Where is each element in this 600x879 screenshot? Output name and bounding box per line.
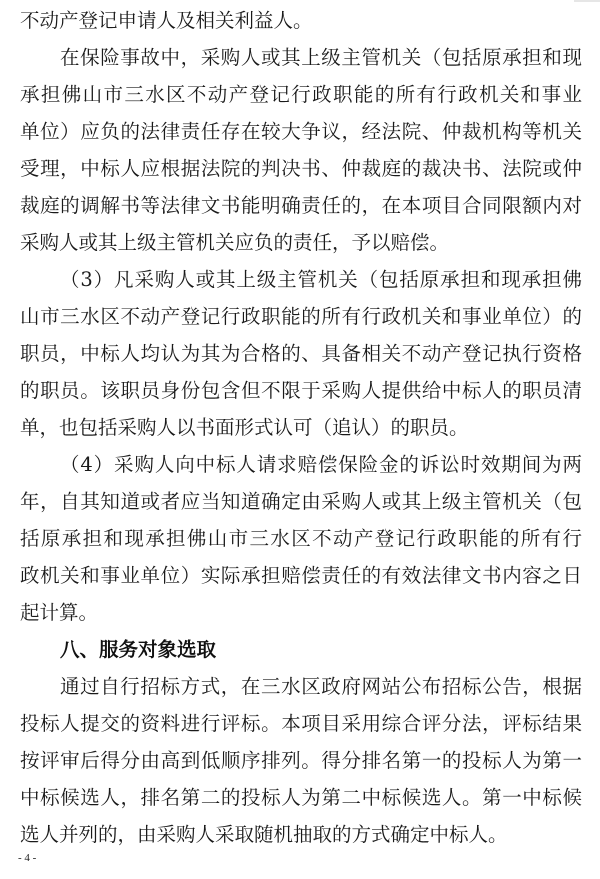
paragraph-item-3-line: 山市三水区不动产登记行政职能的所有行政机关和事业单位）的 xyxy=(20,305,582,328)
paragraph-item-3-line: （3）凡采购人或其上级主管机关（包括原承担和现承担佛 xyxy=(60,268,582,291)
section-paragraph-line: 选人并列的，由采购人采取随机抽取的方式确定中标人。 xyxy=(20,823,508,846)
section-paragraph-line: 按评审后得分由高到低顺序排列。得分排名第一的投标人为第一 xyxy=(20,749,582,772)
paragraph-liability-line: 受理，中标人应根据法院的判决书、仲裁庭的裁决书、法院或仲 xyxy=(20,157,582,180)
paragraph-item-4-line: 年，自其知道或者应当知道确定由采购人或其上级主管机关（包 xyxy=(20,490,582,513)
paragraph-liability-line: 承担佛山市三水区不动产登记行政职能的所有行政机关和事业 xyxy=(20,83,582,106)
paragraph-item-4-line: 政机关和事业单位）实际承担赔偿责任的有效法律文书内容之日 xyxy=(20,564,582,587)
paragraph-liability-line: 采购人或其上级主管机关应负的责任，予以赔偿。 xyxy=(20,231,450,254)
paragraph-item-4-line: 起计算。 xyxy=(20,601,99,624)
paragraph-item-4-line: （4）采购人向中标人请求赔偿保险金的诉讼时效期间为两 xyxy=(60,453,582,476)
paragraph-item-3-line: 的职员。该职员身份包含但不限于采购人提供给中标人的职员清 xyxy=(20,379,582,402)
document-page xyxy=(20,2,582,853)
paragraph-item-4-line: 括原承担和现承担佛山市三水区不动产登记行政职能的所有行 xyxy=(20,527,582,550)
paragraph-continuation-line: 不动产登记申请人及相关利益人。 xyxy=(20,9,313,32)
section-paragraph-line: 投标人提交的资料进行评标。本项目采用综合评分法，评标结果 xyxy=(20,712,582,735)
paragraph-item-3-line: 职员，中标人均认为其为合格的、具备相关不动产登记执行资格 xyxy=(20,342,582,365)
paragraph-liability-line: 裁庭的调解书等法律文书能明确责任的，在本项目合同限额内对 xyxy=(20,194,582,217)
page-number: - 4 - xyxy=(18,852,37,864)
paragraph-liability-line: 在保险事故中，采购人或其上级主管机关（包括原承担和现 xyxy=(60,46,582,69)
section-paragraph-line: 通过自行招标方式，在三水区政府网站公布招标公告，根据 xyxy=(60,675,582,698)
section-paragraph-line: 中标候选人，排名第二的投标人为第二中标候选人。第一中标候 xyxy=(20,786,582,809)
paragraph-liability-line: 单位）应负的法律责任存在较大争议，经法院、仲裁机构等机关 xyxy=(20,120,582,143)
paragraph-item-3-line: 单，也包括采购人以书面形式认可（追认）的职员。 xyxy=(20,416,469,439)
section-heading: 八、服务对象选取 xyxy=(60,638,217,661)
